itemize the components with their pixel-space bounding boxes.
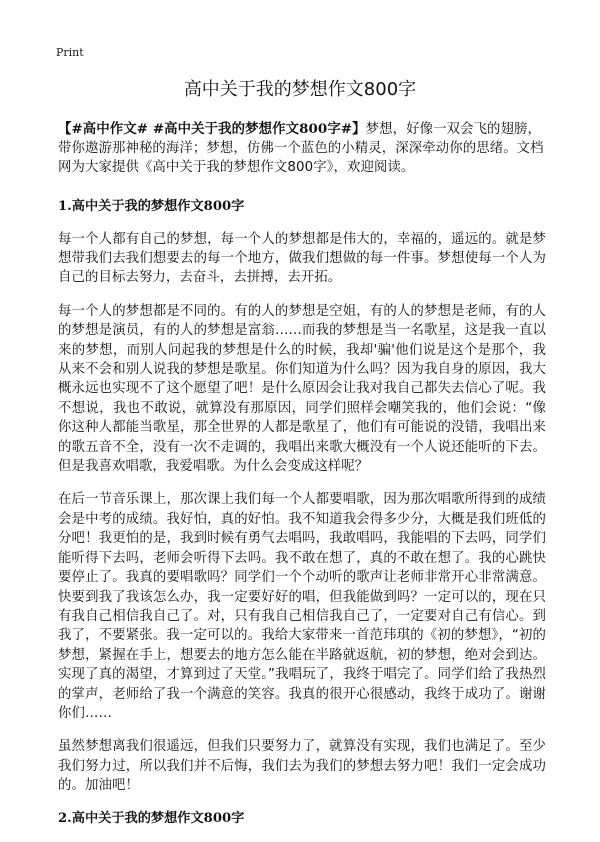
section-1-paragraph-1: 每一个人都有自己的梦想，每一个人的梦想都是伟大的，幸福的，遥远的。就是梦想带我们去我们想要去的每一个地方，做我们想做的每一件事。梦想使每一个人为自己的目标去努力，去奋斗，去拼搏，去开拓。: [58, 231, 546, 286]
intro-tag: 【#高中作文# #高中关于我的梦想作文800字#】: [58, 121, 366, 137]
document-body: [58, 120, 546, 842]
intro-text: 梦想，好像一双会飞的翅膀，带你遨游那神秘的海洋；梦想，仿佛一个蓝色的小精灵，深深牵动你的思绪。文档网为大家提供《高中关于我的梦想作文800字》，欢迎阅读。: [58, 122, 544, 176]
document-title: 高中关于我的梦想作文800字: [183, 79, 417, 100]
section-1-paragraph-2: 每一个人的梦想都是不同的。有的人的梦想是空姐，有的人的梦想是老师，有的人的梦想是演员，有的人的梦想是富翁……而我的梦想是当一名歌星，这是我一直以来的梦想，而别人问起我的梦想是什么的时候，我却'骗'他们说是这个是那个，我从来不会和别人说我的梦想是歌星。你们知道为什么吗？因为我自身的原因，我大概永远也实现不了这个愿望了吧！是什么原因会让我对我自己都失去信心了呢。我不想说，我也不敢说，就算没有那原因，同学们照样会嘲笑我的，他们会说：“像你这种人都能当歌星，那全世界的人都是歌星了，他们有可能说的没错，我唱出来的歌五音不全，没有一次不走调的，我唱出来歌大概没有一个人说还能听的下去。但是我喜欢唱歌，我爱唱歌。为什么会变成这样呢？: [58, 303, 546, 475]
print-label: Print: [56, 46, 84, 59]
section-1-paragraph-3: 在后一节音乐课上，那次课上我们每一个人都要唱歌，因为那次唱歌所得到的成绩会是中考的成绩。我好怕，真的好怕。我不知道我会得多少分，大概是我们班低的分吧！我更怕的是，我到时候有勇气去唱吗，我敢唱吗，我能唱的下去吗，同学们能听得下去吗，老师会听得下去吗。我不敢在想了，真的不敢在想了。我的心跳快要停止了。我真的要唱歌吗？同学们一个个动听的歌声让老师非常开心非常满意。快要到我了我该怎么办，我一定要好好的唱，但我能做到吗？一定可以的，现在只有我自己相信我自己了。对，只有我自己相信我自己了，一定要对自己有信心。到我了，不要紧张。我一定可以的。我给大家带来一首范玮琪的《初的梦想》，“初的梦想，紧握在手上，想要去的地方怎么能在半路就返航，初的梦想，绝对会到达。实现了真的渴望，才算到过了天堂。”我唱玩了，我终于唱完了。同学们给了我热烈的掌声，老师给了我一个满意的笑容。我真的很开心很感动，我终于成功了。谢谢你们……: [58, 492, 546, 721]
section-title-1: 1.高中关于我的梦想作文800字: [58, 198, 245, 214]
section-1-paragraph-4: 虽然梦想离我们很遥远，但我们只要努力了，就算没有实现，我们也满足了。至少我们努力过，所以我们并不后悔，我们去为我们的梦想去努力吧！我们一定会成功的。加油吧！: [58, 739, 546, 794]
section-title-2: 2.高中关于我的梦想作文800字: [58, 810, 245, 826]
intro-paragraph: [58, 120, 546, 178]
